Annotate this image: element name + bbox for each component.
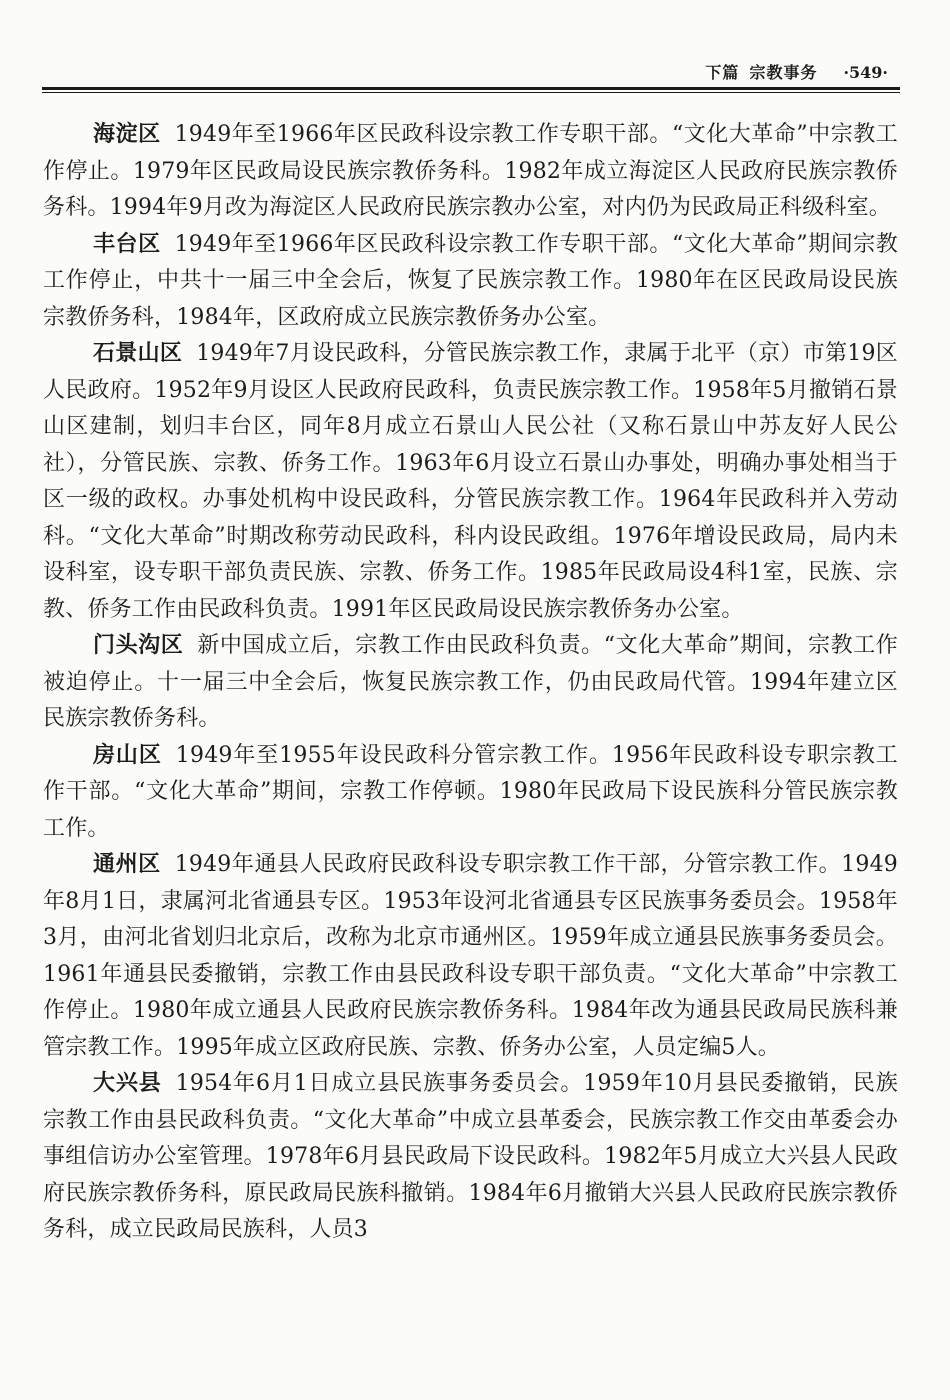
header-chapter: 宗教事务 <box>749 63 818 82</box>
paragraph-daxing <box>43 1066 898 1249</box>
paragraph-haidian <box>43 117 898 227</box>
paragraph-heading: 通州区 <box>93 852 161 877</box>
paragraph-mentougou <box>43 628 898 738</box>
paragraph-heading: 门头沟区 <box>93 633 184 658</box>
header-rule-thin <box>42 92 900 93</box>
paragraph-shijingshan <box>43 336 898 628</box>
header-section: 下篇 <box>705 63 740 82</box>
paragraph-heading: 丰台区 <box>93 231 161 257</box>
header-rule-thick <box>42 87 900 90</box>
paragraph-fangshan <box>43 738 898 848</box>
page-number: ·549· <box>843 63 888 82</box>
paragraph-heading: 大兴县 <box>93 1071 162 1096</box>
paragraph-tongzhou <box>43 847 898 1066</box>
running-header <box>705 60 888 83</box>
paragraph-text: 1949年7月设民政科，分管民族宗教工作，隶属于北平（京）市第19区人民政府。1952年9月设区人民政府民政科，负责民族宗教工作。1958年5月撤销石景山区建制，划归丰台区，同年8月成立石景山人民公社（又称石景山中苏友好人民公社），分管民族、宗教、侨务工作。1963年6月设立石景山办事处，明确办事处相当于区一级的政权。办事处机构中设民政科，分管民族宗教工作。1964年民政科并入劳动科。“文化大革命”时期改称劳动民政科，科内设民政组。1976年增设民政局，局内未设科室，设专职干部负责民族、宗教、侨务工作。1985年民政局设4科1室，民族、宗教、侨务工作由民政科负责。1991年区民政局设民族宗教侨务办公室。 <box>43 341 898 622</box>
paragraph-text: 新中国成立后，宗教工作由民政科负责。“文化大革命”期间，宗教工作被迫停止。十一届三中全会后，恢复民族宗教工作，仍由民政局代管。1994年建立区民族宗教侨务科。 <box>43 633 898 731</box>
paragraph-text: 1949年至1966年区民政科设宗教工作专职干部。“文化大革命”中宗教工作停止。1979年区民政局设民族宗教侨务科。1982年成立海淀区人民政府民族宗教侨务科。1994年9月改为海淀区人民政府民族宗教办公室，对内仍为民政局正科级科室。 <box>43 122 898 220</box>
paragraph-heading: 海淀区 <box>93 122 161 147</box>
paragraph-text: 1949年至1966年区民政科设宗教工作专职干部。“文化大革命”期间宗教工作停止，中共十一届三中全会后，恢复了民族宗教工作。1980年在区民政局设民族宗教侨务科，1984年，区政府成立民族宗教侨务办公室。 <box>43 231 898 330</box>
paragraph-heading: 房山区 <box>93 742 162 768</box>
paragraph-text: 1949年至1955年设民政科分管宗教工作。1956年民政科设专职宗教工作干部。“文化大革命”期间，宗教工作停顿。1980年民政局下设民族科分管民族宗教工作。 <box>43 742 898 841</box>
body-text <box>43 117 898 1249</box>
paragraph-fengtai <box>43 227 898 337</box>
paragraph-heading: 石景山区 <box>93 341 183 366</box>
paragraph-text: 1949年通县人民政府民政科设专职宗教工作干部，分管宗教工作。1949年8月1日，隶属河北省通县专区。1953年设河北省通县专区民族事务委员会。1958年3月，由河北省划归北京后，改称为北京市通州区。1959年成立通县民族事务委员会。1961年通县民委撤销，宗教工作由县民政科设专职干部负责。“文化大革命”中宗教工作停止。1980年成立通县人民政府民族宗教侨务科。1984年改为通县民政局民族科兼管宗教工作。1995年成立区政府民族、宗教、侨务办公室，人员定编5人。 <box>43 852 898 1060</box>
paragraph-text: 1954年6月1日成立县民族事务委员会。1959年10月县民委撤销，民族宗教工作由县民政科负责。“文化大革命”中成立县革委会，民族宗教工作交由革委会办事组信访办公室管理。1978年6月县民政局下设民政科。1982年5月成立大兴县人民政府民族宗教侨务科，原民政局民族科撤销。1984年6月撤销大兴县人民政府民族宗教侨务科，成立民政局民族科，人员3 <box>43 1071 898 1242</box>
